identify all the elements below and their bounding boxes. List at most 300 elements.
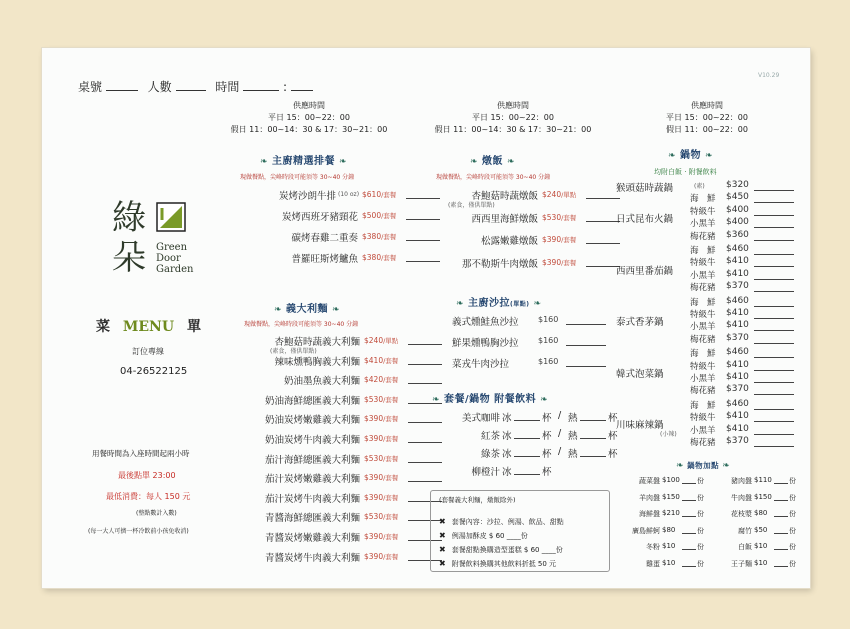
service-holiday: 假日 11：00~22：00 bbox=[666, 125, 748, 134]
quantity-blank[interactable] bbox=[754, 426, 794, 435]
menu-item-name: 普羅旺斯烤鱸魚 bbox=[291, 254, 358, 265]
quantity-blank[interactable] bbox=[586, 213, 620, 222]
addon-name: 豬肉盤 bbox=[731, 477, 752, 485]
drink-unit: 杯 bbox=[542, 449, 552, 460]
menu-item-price bbox=[364, 512, 398, 521]
salad-title-sub: (單點) bbox=[510, 301, 530, 308]
menu-item-price bbox=[364, 454, 398, 463]
quantity-blank[interactable] bbox=[754, 246, 794, 255]
pot-price: $360 bbox=[726, 229, 749, 240]
addon-unit: 份 bbox=[789, 493, 796, 502]
quantity-blank[interactable] bbox=[408, 473, 442, 482]
pot-name: 西西里番茄鍋 bbox=[616, 265, 674, 277]
pot-flavor: 梅花豬 bbox=[690, 386, 716, 397]
drink-name: 紅茶 bbox=[480, 431, 500, 442]
quantity-blank[interactable] bbox=[754, 207, 794, 216]
table-field[interactable] bbox=[106, 80, 138, 91]
quantity-blank[interactable] bbox=[682, 526, 696, 534]
pot-note: (素) bbox=[694, 183, 705, 190]
service-fee-note: (整點數計入數) bbox=[136, 510, 177, 517]
pot-flavor: 小黑羊 bbox=[690, 219, 716, 230]
price-unit: /套餐 bbox=[381, 233, 397, 241]
pot-flavor: 海 鮮 bbox=[690, 297, 716, 308]
drink-slash: / bbox=[558, 428, 562, 439]
menu-item-name: 那不勒斯牛肉燉飯 bbox=[461, 258, 538, 270]
salad-title bbox=[456, 294, 542, 309]
drink-unit: 杯 bbox=[542, 413, 552, 424]
dining-time-note: 用餐時間為入座時間起兩小時 bbox=[92, 449, 190, 458]
addons-title-text: 鍋物加點 bbox=[687, 461, 720, 470]
service-title: 供應時間 bbox=[293, 101, 325, 110]
quantity-blank[interactable] bbox=[754, 310, 794, 319]
pot-price: $370 bbox=[726, 436, 749, 446]
salad-title-text: 主廚沙拉 bbox=[468, 298, 511, 309]
price-value: $390 bbox=[542, 235, 562, 244]
logo-en-2: Door bbox=[156, 253, 181, 264]
price-value: $500 bbox=[362, 211, 382, 220]
quantity-blank[interactable] bbox=[586, 258, 620, 267]
quantity-blank[interactable] bbox=[682, 476, 696, 484]
quantity-blank[interactable] bbox=[754, 322, 794, 331]
quantity-blank[interactable] bbox=[408, 336, 442, 345]
addon-name: 王子麵 bbox=[731, 559, 752, 568]
pots-title-text: 鍋物 bbox=[680, 150, 702, 161]
price-value: $530 bbox=[542, 212, 562, 222]
pot-price: $460 bbox=[726, 398, 749, 409]
drink-cold-label: 冰 bbox=[502, 449, 512, 460]
pot-price: $410 bbox=[726, 423, 749, 434]
salad-price: $160 bbox=[538, 357, 559, 366]
addon-unit: 份 bbox=[697, 543, 704, 551]
cold-qty-blank[interactable] bbox=[514, 448, 540, 457]
menu-item-price bbox=[364, 395, 398, 404]
drink-hot-label: 熱 bbox=[568, 431, 578, 442]
addon-name: 蔬菜盤 bbox=[639, 477, 660, 485]
menu-title-left: 菜 bbox=[96, 319, 110, 335]
menu-item-name: 茄汁海鮮總匯義大利麵 bbox=[264, 454, 360, 466]
pot-price: $410 bbox=[726, 411, 749, 422]
addon-name: 雞蛋 bbox=[646, 559, 660, 568]
menu-item-name: 碳烤春雞二重奏 bbox=[291, 233, 358, 244]
pot-flavor: 海 鮮 bbox=[690, 194, 716, 205]
quantity-blank[interactable] bbox=[406, 232, 440, 241]
quantity-blank[interactable] bbox=[408, 454, 442, 463]
quantity-blank[interactable] bbox=[754, 283, 794, 292]
drink-cold-label: 冰 bbox=[502, 413, 512, 424]
ornament-icon: ❧ bbox=[722, 461, 731, 471]
price-value: $390 bbox=[364, 473, 384, 483]
salad-price: $160 bbox=[538, 315, 559, 324]
ornament-icon: ❧ bbox=[432, 395, 441, 405]
pot-price: $460 bbox=[726, 244, 749, 254]
menu-item-row bbox=[218, 334, 418, 354]
price-unit: /套餐 bbox=[383, 435, 399, 443]
time-hour-field[interactable] bbox=[243, 80, 279, 91]
chef-set-note: 現做餐點，尖峰時段可能須等 30~40 分鐘 bbox=[240, 174, 355, 181]
quantity-blank[interactable] bbox=[774, 526, 788, 534]
pot-flavor: 梅花豬 bbox=[690, 438, 716, 448]
cold-qty-blank[interactable] bbox=[514, 412, 540, 421]
salad-name: 鮮果燻鴨胸沙拉 bbox=[452, 338, 519, 349]
quantity-blank[interactable] bbox=[566, 316, 606, 325]
service-title: 供應時間 bbox=[497, 101, 529, 110]
logo-en-1: Green bbox=[156, 242, 188, 253]
time-label: 時間 bbox=[215, 80, 240, 94]
ornament-icon: ❧ bbox=[274, 305, 283, 315]
menu-item-name: 辣味燻鴨胸義大利麵 bbox=[274, 356, 360, 368]
price-value: $530 bbox=[364, 512, 384, 522]
pot-flavor: 小黑羊 bbox=[690, 270, 716, 281]
pot-flavor: 特級牛 bbox=[690, 361, 716, 372]
price-value: $420 bbox=[364, 375, 384, 385]
price-unit: /單點 bbox=[383, 337, 399, 345]
addon-price: $80 bbox=[754, 509, 768, 517]
menu-item-name: 青醬炭烤牛肉義大利麵 bbox=[264, 552, 360, 564]
pot-price: $400 bbox=[726, 204, 749, 215]
pot-name: 猴頭菇時蔬鍋 bbox=[616, 183, 674, 194]
pot-flavor: 海 鮮 bbox=[690, 246, 716, 256]
price-value: $390 bbox=[364, 492, 384, 502]
pot-flavor: 海 鮮 bbox=[690, 349, 716, 360]
quantity-blank[interactable] bbox=[408, 434, 442, 443]
price-value: $240 bbox=[542, 190, 562, 199]
pot-flavor: 梅花豬 bbox=[690, 231, 716, 242]
service-hours-2 bbox=[418, 100, 608, 136]
hot-qty-blank[interactable] bbox=[580, 430, 606, 439]
service-weekday: 平日 15：00~22：00 bbox=[268, 113, 350, 122]
menu-item-name: 杏鮑菇時蔬燉飯 bbox=[471, 191, 538, 202]
price-value: $390 bbox=[364, 551, 384, 561]
drink-unit: 杯 bbox=[608, 449, 618, 460]
addon-price: $100 bbox=[662, 476, 680, 484]
ornament-icon: ❧ bbox=[456, 299, 465, 309]
pots-note: 均附白飯 ‧ 附餐飲料 bbox=[654, 168, 717, 176]
quantity-blank[interactable] bbox=[754, 349, 794, 358]
quantity-blank[interactable] bbox=[586, 190, 620, 199]
people-field[interactable] bbox=[176, 80, 206, 91]
ornament-icon: ❧ bbox=[470, 157, 479, 167]
ornament-icon: ❧ bbox=[260, 157, 269, 167]
salad-name: 義式燻鮭魚沙拉 bbox=[452, 317, 519, 328]
addon-unit: 份 bbox=[789, 510, 796, 518]
time-minute-field[interactable] bbox=[291, 80, 313, 91]
pot-price: $410 bbox=[726, 372, 749, 382]
menu-item-row bbox=[218, 471, 418, 491]
menu-item-note: (10 oz) bbox=[338, 191, 360, 198]
price-unit: /套餐 bbox=[381, 212, 397, 220]
quantity-blank[interactable] bbox=[774, 493, 788, 501]
drink-name: 美式咖啡 bbox=[461, 413, 500, 424]
brand-logo bbox=[112, 198, 222, 298]
pot-price: $450 bbox=[726, 192, 749, 203]
hot-qty-blank[interactable] bbox=[580, 412, 606, 421]
menu-item-row bbox=[218, 452, 418, 472]
quantity-blank[interactable] bbox=[682, 493, 696, 501]
addon-unit: 份 bbox=[697, 559, 704, 568]
addon-name: 羊肉盤 bbox=[639, 493, 660, 502]
pasta-title-text: 義大利麵 bbox=[286, 304, 329, 315]
service-holiday: 假日 11：00~14：30 & 17：30~21：00 bbox=[230, 125, 388, 134]
addons-title bbox=[676, 460, 730, 471]
addon-price: $10 bbox=[662, 558, 676, 567]
price-unit: /套餐 bbox=[561, 258, 577, 267]
addon-unit: 份 bbox=[697, 477, 704, 485]
set-box-line bbox=[439, 551, 556, 570]
addon-unit: 份 bbox=[697, 510, 704, 518]
drink-unit: 杯 bbox=[542, 467, 552, 478]
quantity-blank[interactable] bbox=[774, 476, 788, 484]
quantity-blank[interactable] bbox=[754, 374, 794, 383]
price-unit: /套餐 bbox=[561, 213, 577, 222]
rice-title-text: 燉飯 bbox=[482, 156, 504, 167]
pot-flavor: 特級牛 bbox=[690, 206, 716, 217]
quantity-blank[interactable] bbox=[774, 559, 788, 567]
addon-price: $150 bbox=[754, 492, 772, 501]
addon-price: $10 bbox=[754, 558, 768, 567]
pot-price: $410 bbox=[726, 256, 749, 267]
price-value: $610 bbox=[362, 190, 382, 199]
drink-name: 綠茶 bbox=[480, 449, 500, 460]
menu-item-price bbox=[364, 473, 398, 482]
order-header bbox=[78, 78, 313, 95]
price-value: $380 bbox=[362, 232, 382, 241]
ornament-icon: ❧ bbox=[507, 157, 516, 167]
checkbox-x-icon[interactable]: ✖ bbox=[439, 559, 446, 568]
quantity-blank[interactable] bbox=[406, 253, 440, 262]
logo-chinese: 綠朵 bbox=[112, 198, 148, 278]
quantity-blank[interactable] bbox=[682, 559, 696, 567]
logo-english bbox=[156, 242, 194, 275]
service-weekday: 平日 15：00~22：00 bbox=[666, 113, 748, 122]
menu-item-price bbox=[364, 434, 398, 443]
quantity-blank[interactable] bbox=[754, 298, 794, 307]
last-order-note: 最後點單 23:00 bbox=[118, 471, 176, 480]
menu-item-price bbox=[364, 336, 398, 345]
pot-flavor: 特級牛 bbox=[690, 258, 716, 269]
menu-item-name: 青醬海鮮總匯義大利麵 bbox=[264, 513, 360, 525]
table-label: 桌號 bbox=[78, 80, 103, 94]
chef-set-title-text: 主廚精選排餐 bbox=[272, 156, 336, 167]
price-unit: /套餐 bbox=[383, 395, 399, 404]
pot-note: (小辣) bbox=[660, 431, 677, 439]
addon-price: $80 bbox=[662, 525, 676, 534]
service-weekday: 平日 15：00~22：00 bbox=[472, 113, 554, 122]
quantity-blank[interactable] bbox=[754, 401, 794, 410]
hot-qty-blank[interactable] bbox=[580, 448, 606, 457]
menu-item-name: 青醬炭烤嫩雞義大利麵 bbox=[264, 533, 360, 544]
pasta-title bbox=[274, 300, 340, 315]
quantity-blank[interactable] bbox=[754, 362, 794, 371]
quantity-blank[interactable] bbox=[774, 509, 788, 517]
pot-flavor: 特級牛 bbox=[690, 310, 716, 320]
quantity-blank[interactable] bbox=[754, 182, 794, 191]
menu-item-name: 炭烤沙朗牛排 bbox=[278, 191, 336, 202]
addon-price: $110 bbox=[754, 476, 772, 484]
menu-item-price bbox=[364, 493, 398, 502]
pot-name: 泰式香茅鍋 bbox=[616, 317, 664, 329]
addon-name: 冬粉 bbox=[646, 543, 660, 551]
menu-item-row bbox=[218, 530, 418, 550]
menu-item-name: 奶油墨魚義大利麵 bbox=[283, 376, 360, 388]
menu-item-row bbox=[248, 188, 428, 209]
drink-slash: / bbox=[558, 410, 562, 421]
pot-flavor: 海 鮮 bbox=[690, 400, 716, 411]
price-unit: /套餐 bbox=[383, 493, 399, 502]
addon-unit: 份 bbox=[789, 543, 796, 551]
menu-item-price bbox=[542, 235, 576, 244]
menu-item-price bbox=[362, 190, 396, 199]
price-value: $390 bbox=[364, 414, 384, 424]
ornament-icon: ❧ bbox=[533, 299, 542, 309]
menu-item-price bbox=[362, 232, 396, 241]
service-holiday: 假日 11：00~14：30 & 17：30~21：00 bbox=[434, 125, 592, 134]
drink-slash: / bbox=[558, 446, 562, 457]
drinks-title-text: 套餐/鍋物 附餐飲料 bbox=[444, 394, 537, 405]
pot-flavor: 梅花豬 bbox=[690, 283, 716, 294]
menu-item-price bbox=[542, 213, 576, 222]
addon-name: 腐竹 bbox=[738, 526, 752, 535]
addon-price: $10 bbox=[662, 542, 676, 550]
quantity-blank[interactable] bbox=[682, 542, 696, 550]
ornament-icon: ❧ bbox=[339, 157, 348, 167]
quantity-blank[interactable] bbox=[566, 358, 606, 367]
quantity-blank[interactable] bbox=[408, 356, 442, 365]
quantity-blank[interactable] bbox=[406, 211, 440, 220]
menu-item-price bbox=[542, 190, 576, 199]
pot-price: $410 bbox=[726, 320, 749, 331]
quantity-blank[interactable] bbox=[754, 386, 794, 395]
price-value: $240 bbox=[364, 336, 384, 345]
menu-item-price bbox=[364, 375, 398, 384]
price-value: $380 bbox=[362, 253, 382, 262]
addon-name: 海鮮盤 bbox=[639, 510, 660, 518]
addon-name: 牛肉盤 bbox=[731, 493, 752, 502]
price-unit: /套餐 bbox=[381, 254, 397, 262]
menu-item-row bbox=[248, 230, 428, 251]
pot-flavor: 特級牛 bbox=[690, 413, 716, 424]
drink-hot-label: 熱 bbox=[568, 449, 578, 460]
time-separator: : bbox=[283, 80, 288, 94]
pot-price: $370 bbox=[726, 281, 749, 292]
menu-item-row bbox=[218, 393, 418, 413]
drink-unit: 杯 bbox=[542, 431, 552, 442]
service-hours-3 bbox=[642, 100, 772, 136]
addon-name: 白飯 bbox=[738, 543, 752, 551]
drink-hot-label: 熱 bbox=[568, 413, 578, 424]
pot-price: $410 bbox=[726, 359, 749, 370]
ornament-icon: ❧ bbox=[676, 461, 685, 471]
menu-item-name: 茄汁炭烤牛肉義大利麵 bbox=[264, 493, 360, 505]
drink-unit: 杯 bbox=[608, 431, 618, 442]
logo-en-3: Garden bbox=[156, 264, 194, 275]
drink-unit: 杯 bbox=[608, 413, 618, 424]
menu-item-name: 杏鮑菇時蔬義大利麵 bbox=[274, 337, 360, 348]
set-box-title: (套餐義大利麵，燉飯除外) bbox=[439, 496, 516, 504]
quantity-blank[interactable] bbox=[682, 509, 696, 517]
price-unit: /單點 bbox=[561, 191, 577, 199]
quantity-blank[interactable] bbox=[408, 414, 442, 423]
set-box-line-text: 例湯加酥皮 $ 60 ____份 bbox=[451, 532, 528, 540]
pots-title bbox=[668, 146, 713, 161]
checkbox-x-icon[interactable]: ✖ bbox=[439, 545, 446, 554]
checkbox-x-icon[interactable]: ✖ bbox=[439, 531, 446, 540]
quantity-blank[interactable] bbox=[408, 375, 442, 384]
menu-item-name: 奶油炭烤嫩雞義大利麵 bbox=[264, 415, 360, 427]
quantity-blank[interactable] bbox=[566, 337, 606, 346]
service-title: 供應時間 bbox=[691, 101, 723, 110]
quantity-blank[interactable] bbox=[754, 438, 794, 447]
pot-name: 韓式泡菜鍋 bbox=[616, 368, 664, 380]
set-box-line-text: 附餐飲料換購其他飲料折抵 50 元 bbox=[451, 560, 557, 568]
quantity-blank[interactable] bbox=[754, 258, 794, 267]
ornament-icon: ❧ bbox=[540, 395, 549, 405]
addon-unit: 份 bbox=[697, 526, 704, 535]
addon-name: 花枝漿 bbox=[731, 510, 752, 518]
set-box-line-text: 套餐甜點換購造型蛋糕 $ 60 ____份 bbox=[451, 546, 563, 554]
addon-price: $150 bbox=[662, 492, 680, 501]
quantity-blank[interactable] bbox=[406, 190, 440, 199]
menu-item-row bbox=[218, 412, 418, 432]
quantity-blank[interactable] bbox=[754, 335, 794, 344]
set-box-line-text: 套餐內容：沙拉、例湯、飲品、甜點 bbox=[451, 518, 564, 526]
pot-name: 日式昆布火鍋 bbox=[616, 214, 674, 225]
price-unit: /套餐 bbox=[561, 236, 577, 244]
pasta-note: 現做餐點，尖峰時段可能須等 30~40 分鐘 bbox=[244, 321, 359, 328]
menu-item-name: 松露嫩雞燉飯 bbox=[480, 236, 538, 247]
menu-item-row bbox=[218, 373, 418, 393]
pot-flavor: 小黑羊 bbox=[690, 322, 716, 333]
quantity-blank[interactable] bbox=[754, 271, 794, 280]
price-value: $390 bbox=[364, 532, 384, 541]
price-unit: /套餐 bbox=[383, 513, 399, 522]
drink-cold-label: 冰 bbox=[502, 467, 512, 478]
salad-price: $160 bbox=[538, 336, 559, 345]
quantity-blank[interactable] bbox=[754, 194, 794, 203]
menu-item-row bbox=[438, 233, 618, 256]
addon-unit: 份 bbox=[789, 526, 796, 535]
menu-item-row bbox=[438, 211, 618, 234]
pot-flavor: 小黑羊 bbox=[690, 425, 716, 436]
addon-price: $50 bbox=[754, 525, 768, 534]
drink-cold-label: 冰 bbox=[502, 431, 512, 442]
addon-unit: 份 bbox=[697, 493, 704, 502]
version-code: V10.29 bbox=[758, 72, 780, 79]
menu-item-price bbox=[362, 211, 396, 220]
menu-item-row bbox=[218, 432, 418, 452]
addon-price: $210 bbox=[662, 509, 680, 517]
addon-name: 廣島鮮蚵 bbox=[632, 526, 660, 535]
menu-item-note: (素食，僅供單點) bbox=[270, 348, 317, 355]
quantity-blank[interactable] bbox=[774, 542, 788, 550]
ornament-icon: ❧ bbox=[332, 305, 341, 315]
price-value: $530 bbox=[364, 453, 384, 463]
ornament-icon: ❧ bbox=[705, 151, 714, 161]
menu-item-row bbox=[218, 550, 418, 570]
rice-note: 現做餐點，尖峰時段可能須等 30~40 分鐘 bbox=[436, 174, 551, 181]
quantity-blank[interactable] bbox=[754, 413, 794, 422]
addon-unit: 份 bbox=[789, 477, 796, 485]
cold-qty-blank[interactable] bbox=[514, 466, 540, 475]
cold-qty-blank[interactable] bbox=[514, 430, 540, 439]
menu-item-row bbox=[218, 510, 418, 530]
pot-price: $370 bbox=[726, 332, 749, 343]
quantity-blank[interactable] bbox=[754, 219, 794, 228]
pot-flavor: 梅花豬 bbox=[690, 334, 716, 345]
checkbox-x-icon[interactable]: ✖ bbox=[439, 517, 446, 526]
quantity-blank[interactable] bbox=[754, 232, 794, 241]
one-drink-note: (每一大人可擠一杯冷飲前小孩免收消) bbox=[88, 528, 189, 535]
quantity-blank[interactable] bbox=[586, 235, 620, 244]
